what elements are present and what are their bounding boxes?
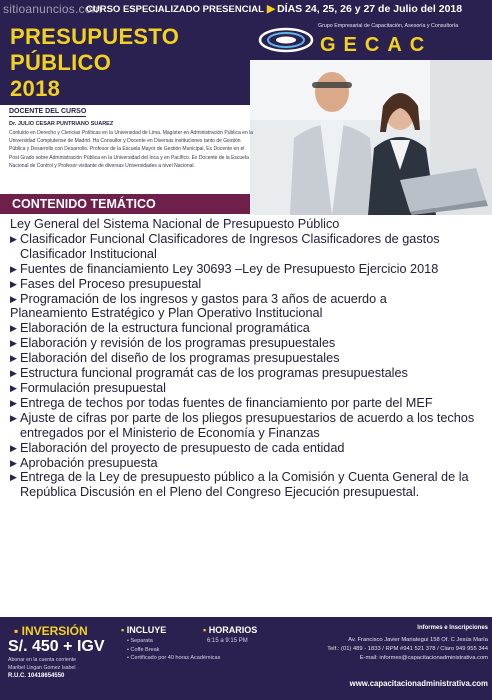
topic-text: Elaboración y revisión de los programas presupuestales (20, 336, 336, 351)
course-dates (267, 3, 462, 15)
incluye-label-text: INCLUYE (126, 625, 167, 635)
topic-item (10, 470, 490, 500)
triangle-bullet-icon: ▶ (10, 442, 17, 453)
address: Av. Francisco Javier Mariategui 158 Of. C Jesús María (348, 637, 488, 643)
triangle-bullet-icon: ▶ (10, 382, 17, 393)
topic-item (10, 456, 490, 471)
topic-item (10, 217, 490, 232)
incluye-item-text: Certificado por 40 horas Académicas (130, 655, 221, 661)
logo-tagline: Grupo Empresarial de Capacitación, Asesoría y Consultoría (318, 23, 459, 29)
topic-text: Elaboración del proyecto de presupuesto de cada entidad (20, 440, 345, 455)
title-line-2: PÚBLICO (10, 50, 112, 75)
incluye-item-text: Coffe Break (130, 646, 160, 653)
topic-item (10, 277, 490, 292)
topic-text: Elaboración de la estructura funcional programática (20, 321, 310, 336)
title-line-1: PRESUPUESTO (10, 24, 180, 49)
phones: Telf.: (01) 489 - 1833 / RPM #941 521 378 / Claro 949 955 344 (327, 646, 488, 652)
logo-wordmark: GECAC (320, 34, 433, 56)
triangle-bullet-icon: ▶ (10, 323, 17, 334)
topic-item (10, 411, 490, 441)
website-link[interactable]: www.capacitacionadministrativa.com (349, 679, 488, 688)
arrow-right-icon: ▶ (267, 3, 276, 15)
triangle-bullet-icon: ▪ (14, 624, 19, 638)
incluye-item-text: Separata (130, 638, 153, 644)
teacher-name: Dr. JULIO CESAR PUNTRIANO SUAREZ (9, 121, 114, 127)
page-title (10, 24, 250, 102)
ruc-number: R.U.C. 10418654550 (8, 672, 65, 679)
triangle-bullet-icon: ▶ (10, 338, 17, 349)
dates-text: DÍAS 24, 25, 26 y 27 de Julio del 2018 (277, 3, 463, 15)
triangle-bullet-icon: ▶ (10, 397, 17, 408)
list-item: • Certificado por 40 horas Académicas (127, 655, 221, 661)
list-item: • Coffe Break (127, 646, 160, 653)
list-item: • Separata (127, 638, 153, 644)
topic-item (10, 321, 490, 336)
topic-text: Estructura funcional programát cas de los programas presupuestales (20, 366, 408, 381)
payment-info (8, 657, 112, 680)
topic-text: Entrega de la Ley de presupuesto público a la Comisión y Cuenta General de la República Discusión en el Pleno del Congreso Ejecución presupuestal. (20, 470, 469, 500)
topic-item (10, 292, 490, 307)
triangle-bullet-icon: ▶ (10, 412, 17, 423)
square-bullet-icon: ▪ (203, 625, 207, 635)
triangle-bullet-icon: ▶ (10, 263, 17, 274)
triangle-bullet-icon: ▶ (10, 353, 17, 364)
teacher-bio: Conluido en Derecho y Ciencias Políticas en la Universidad de Lima. Magíster en Administración Pública en la Universidad Complutense de Madrid. Ha Consultor y Docente en Diversas instituciones tanto de Gestión Pública y Desarrollo con Desarrollo. Profesor de la Escuela Mayor de Gestión Municipal, Ex Docente en el Post Grado sobre Administración Pública en la Universidad del Inca y en Pacífico. Ex Docente de la Escuela Nacional de Control y Profesor visitante de diversas Universidades a nivel Nacional. (9, 130, 254, 169)
topic-item (10, 262, 490, 277)
square-bullet-icon: ▪ (121, 625, 125, 635)
topic-text: Aprobación presupuesta (20, 455, 158, 470)
course-type: CURSO ESPECIALIZADO PRESENCIAL (86, 4, 264, 15)
teacher-label: DOCENTE DEL CURSO (9, 108, 87, 115)
triangle-bullet-icon: ▶ (10, 233, 17, 244)
triangle-bullet-icon: ▶ (10, 278, 17, 289)
topic-item (10, 381, 490, 396)
incluye-label (121, 625, 166, 635)
topic-text: Planeamiento Estratégico y Plan Operativo Institucional (10, 306, 323, 321)
triangle-bullet-icon: ▶ (10, 368, 17, 379)
topic-item (10, 396, 490, 411)
topic-text: Entrega de techos por todas fuentes de financiamiento por parte del MEF (20, 395, 433, 410)
horarios-label (203, 625, 257, 635)
topic-text: Ley General del Sistema Nacional de Presupuesto Público (10, 217, 340, 231)
account-holder: Maribel Lingan Gomez Isabel (8, 664, 76, 671)
account-note: Abonar en la cuenta corriente (8, 657, 77, 663)
topic-item (10, 336, 490, 351)
contact-info (272, 636, 488, 663)
horarios-label-text: HORARIOS (208, 625, 258, 635)
inversion-label-text: INVERSIÓN (21, 624, 88, 638)
triangle-bullet-icon: ▶ (10, 472, 17, 483)
topic-text: Fuentes de financiamiento Ley 30693 –Ley de Presupuesto Ejercicio 2018 (20, 261, 439, 276)
horario-time: 6:15 a 9:15 PM (207, 638, 248, 644)
topic-item (10, 306, 490, 321)
triangle-bullet-icon: ▶ (10, 457, 17, 468)
title-line-3: 2018 (10, 76, 61, 101)
topic-item (10, 366, 490, 381)
logo-swoosh-icon (258, 26, 314, 54)
content-title: CONTENIDO TEMÁTICO (12, 197, 156, 211)
topic-text: Fases del Proceso presupuestal (20, 276, 202, 291)
business-people-photo (250, 60, 492, 215)
topic-text: Elaboración del diseño de los programas presupuestales (20, 351, 340, 366)
topic-item (10, 351, 490, 366)
triangle-bullet-icon: ▶ (10, 293, 17, 304)
inversion-label (14, 624, 88, 638)
price: S/. 450 + IGV (8, 638, 105, 655)
email-link[interactable]: E-mail: informes@capacitacionadministrativa.com (359, 655, 488, 661)
topic-text: Programación de los ingresos y gastos para 3 años de acuerdo a (20, 291, 387, 306)
topic-item (10, 441, 490, 456)
watermark: sitioanuncios.com (3, 2, 102, 16)
info-label: Informes e Inscripciones (417, 625, 488, 631)
topics-list (10, 217, 490, 500)
topic-text: Clasificador Funcional Clasificadores de Ingresos Clasificadores de gastos Clasificador Institucional (20, 231, 440, 261)
topic-item (10, 232, 490, 262)
topic-text: Formulación presupuestal (20, 380, 166, 395)
topic-text: Ajuste de cifras por parte de los pliegos presupuestarios de acuerdo a los techos entregados por el Ministerio de Economía y Finanzas (20, 410, 475, 440)
